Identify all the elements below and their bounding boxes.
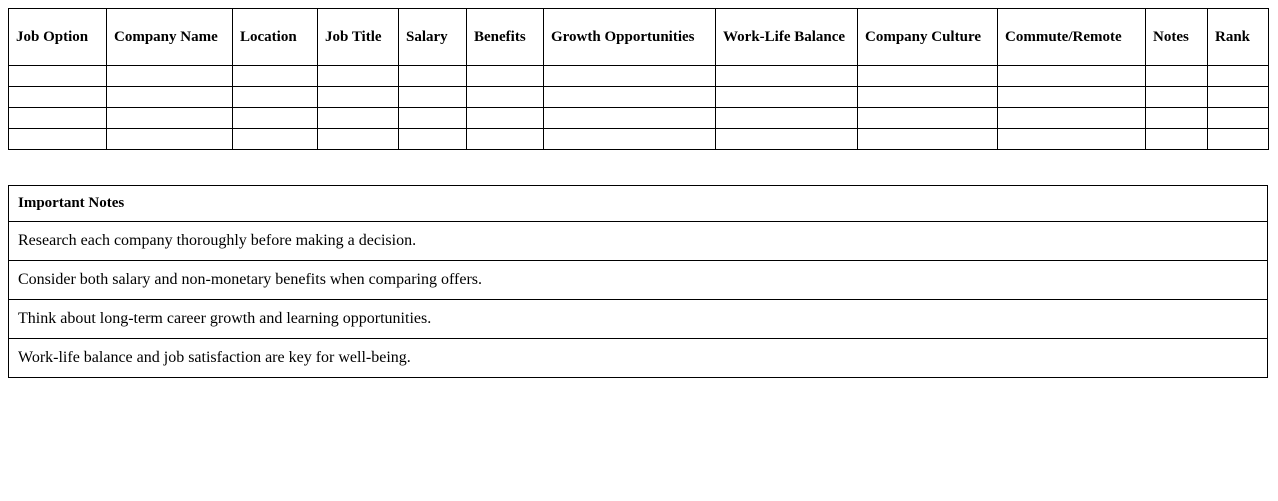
empty-cell xyxy=(9,87,107,108)
empty-cell xyxy=(858,66,998,87)
empty-cell xyxy=(318,66,399,87)
empty-cell xyxy=(1146,87,1208,108)
column-header-notes: Notes xyxy=(1146,9,1208,66)
empty-cell xyxy=(1146,108,1208,129)
column-header-growth: Growth Opportunities xyxy=(544,9,716,66)
column-header-commute: Commute/Remote xyxy=(998,9,1146,66)
empty-cell xyxy=(716,66,858,87)
empty-cell xyxy=(716,108,858,129)
column-header-culture: Company Culture xyxy=(858,9,998,66)
empty-cell xyxy=(233,66,318,87)
empty-cell xyxy=(544,108,716,129)
job-comparison-table xyxy=(8,8,1269,150)
column-header-company-name: Company Name xyxy=(107,9,233,66)
empty-cell xyxy=(9,108,107,129)
note-row xyxy=(9,261,1268,300)
notes-table-body xyxy=(9,222,1268,378)
empty-cell xyxy=(544,87,716,108)
empty-cell xyxy=(858,108,998,129)
empty-cell xyxy=(9,129,107,150)
empty-cell xyxy=(467,108,544,129)
comparison-header-row xyxy=(9,9,1269,66)
note-text: Consider both salary and non-monetary benefits when comparing offers. xyxy=(9,261,1268,300)
note-text: Work-life balance and job satisfaction are key for well-being. xyxy=(9,339,1268,378)
table-row xyxy=(9,87,1269,108)
empty-cell xyxy=(1208,66,1269,87)
note-row xyxy=(9,339,1268,378)
empty-cell xyxy=(233,108,318,129)
empty-cell xyxy=(1146,129,1208,150)
empty-cell xyxy=(998,108,1146,129)
note-text: Think about long-term career growth and learning opportunities. xyxy=(9,300,1268,339)
empty-cell xyxy=(467,129,544,150)
empty-cell xyxy=(318,108,399,129)
empty-cell xyxy=(107,129,233,150)
empty-cell xyxy=(399,66,467,87)
column-header-salary: Salary xyxy=(399,9,467,66)
empty-cell xyxy=(544,129,716,150)
table-row xyxy=(9,108,1269,129)
empty-cell xyxy=(858,129,998,150)
empty-cell xyxy=(318,129,399,150)
empty-cell xyxy=(107,66,233,87)
empty-cell xyxy=(467,87,544,108)
empty-cell xyxy=(233,129,318,150)
comparison-table-body xyxy=(9,66,1269,150)
empty-cell xyxy=(107,87,233,108)
table-row xyxy=(9,66,1269,87)
empty-cell xyxy=(998,66,1146,87)
empty-cell xyxy=(107,108,233,129)
column-header-job-title: Job Title xyxy=(318,9,399,66)
empty-cell xyxy=(998,129,1146,150)
note-text: Research each company thoroughly before making a decision. xyxy=(9,222,1268,261)
empty-cell xyxy=(716,87,858,108)
empty-cell xyxy=(233,87,318,108)
empty-cell xyxy=(9,66,107,87)
empty-cell xyxy=(1208,129,1269,150)
note-row xyxy=(9,222,1268,261)
empty-cell xyxy=(318,87,399,108)
empty-cell xyxy=(858,87,998,108)
empty-cell xyxy=(544,66,716,87)
empty-cell xyxy=(399,129,467,150)
empty-cell xyxy=(716,129,858,150)
empty-cell xyxy=(467,66,544,87)
table-row xyxy=(9,129,1269,150)
column-header-rank: Rank xyxy=(1208,9,1269,66)
empty-cell xyxy=(1208,87,1269,108)
empty-cell xyxy=(1208,108,1269,129)
note-row xyxy=(9,300,1268,339)
empty-cell xyxy=(399,108,467,129)
column-header-location: Location xyxy=(233,9,318,66)
empty-cell xyxy=(399,87,467,108)
column-header-benefits: Benefits xyxy=(467,9,544,66)
empty-cell xyxy=(1146,66,1208,87)
notes-table-title: Important Notes xyxy=(9,186,1268,222)
empty-cell xyxy=(998,87,1146,108)
notes-header-row xyxy=(9,186,1268,222)
column-header-work-life: Work-Life Balance xyxy=(716,9,858,66)
column-header-job-option: Job Option xyxy=(9,9,107,66)
important-notes-table xyxy=(8,185,1268,378)
